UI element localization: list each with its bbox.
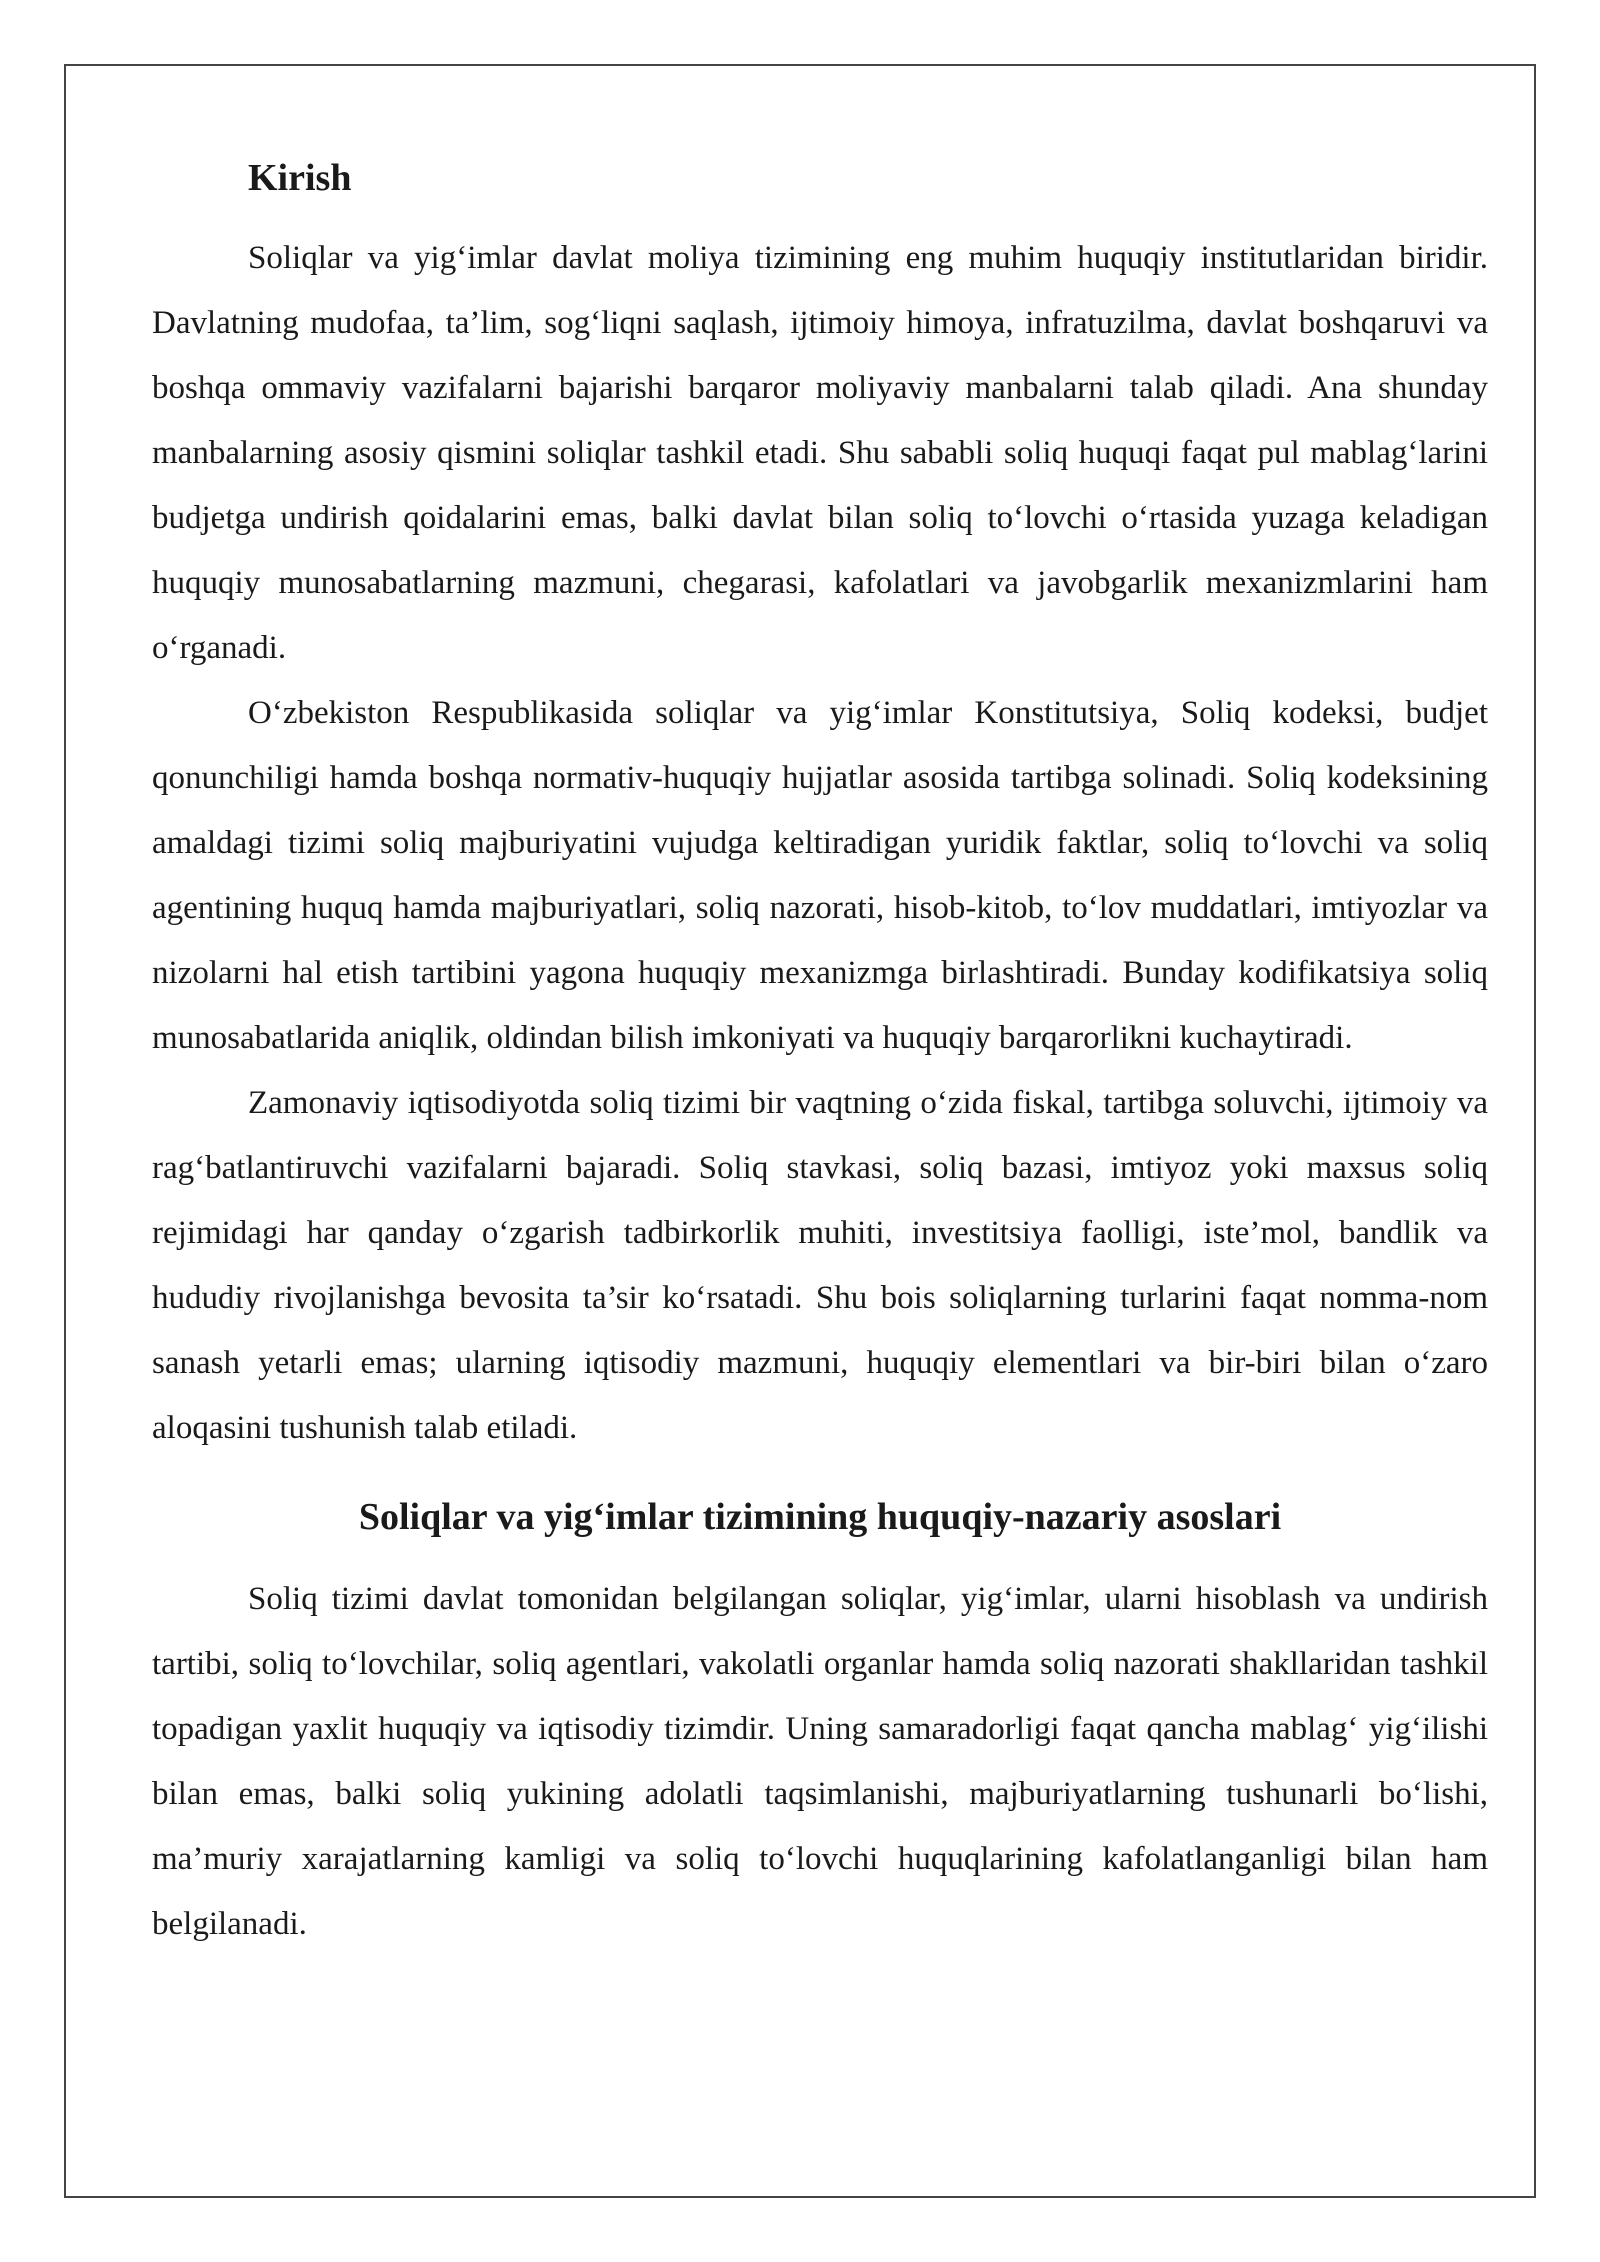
document-body: [152, 148, 1488, 1957]
intro-paragraph-2: O‘zbekiston Respublikasida soliqlar va yig‘imlar Konstitutsiya, Soliq kodeksi, budjet qonunchiligi hamda boshqa normativ-huquqiy hujjatlar asosida tartibga solinadi. Soliq kodeksining amaldagi tizimi soliq majburiyatini vujudga keltiradigan yuridik faktlar, soliq to‘lovchi va soliq agentining huquq hamda majburiyatlari, soliq nazorati, hisob-kitob, to‘lov muddatlari, imtiyozlar va nizolarni hal etish tartibini yagona huquqiy mexanizmga birlashtiradi. Bunday kodifikatsiya soliq munosabatlarida aniqlik, oldindan bilish imkoniyati va huquqiy barqarorlikni kuchaytiradi.: [152, 695, 1488, 1056]
intro-heading: Kirish: [248, 157, 352, 199]
intro-paragraph-1: Soliqlar va yig‘imlar davlat moliya tizimining eng muhim huquqiy institutlaridan biridir. Davlatning mudofaa, ta’lim, sog‘liqni saqlash, ijtimoiy himoya, infratuzilma, davlat boshqaruvi va boshqa ommaviy vazifalarni bajarishi barqaror moliyaviy manbalarni talab qiladi. Ana shunday manbalarning asosiy qismini soliqlar tashkil etadi. Shu sababli soliq huquqi faqat pul mablag‘larini budjetga undirish qoidalarini emas, balki davlat bilan soliq to‘lovchi o‘rtasida yuzaga keladigan huquqiy munosabatlarning mazmuni, chegarasi, kafolatlari va javobgarlik mexanizmlarini ham o‘rganadi.: [152, 240, 1488, 666]
section-paragraph-1: Soliq tizimi davlat tomonidan belgilangan soliqlar, yig‘imlar, ularni hisoblash va undirish tartibi, soliq to‘lovchilar, soliq agentlari, vakolatli organlar hamda soliq nazorati shakllaridan tashkil topadigan yaxlit huquqiy va iqtisodiy tizimdir. Uning samaradorligi faqat qancha mablag‘ yig‘ilishi bilan emas, balki soliq yukining adolatli taqsimlanishi, majburiyatlarning tushunarli bo‘lishi, ma’muriy xarajatlarning kamligi va soliq to‘lovchi huquqlarining kafolatlanganligi bilan ham belgilanadi.: [152, 1581, 1488, 1942]
intro-paragraph-3: Zamonaviy iqtisodiyotda soliq tizimi bir vaqtning o‘zida fiskal, tartibga soluvchi, ijtimoiy va rag‘batlantiruvchi vazifalarni bajaradi. Soliq stavkasi, soliq bazasi, imtiyoz yoki maxsus soliq rejimidagi har qanday o‘zgarish tadbirkorlik muhiti, investitsiya faolligi, iste’mol, bandlik va hududiy rivojlanishga bevosita ta’sir ko‘rsatadi. Shu bois soliqlarning turlarini faqat nomma-nom sanash yetarli emas; ularning iqtisodiy mazmuni, huquqiy elementlari va bir-biri bilan o‘zaro aloqasini tushunish talab etiladi.: [152, 1085, 1488, 1446]
section-heading: Soliqlar va yig‘imlar tizimining huquqiy-nazariy asoslari: [358, 1496, 1282, 1538]
